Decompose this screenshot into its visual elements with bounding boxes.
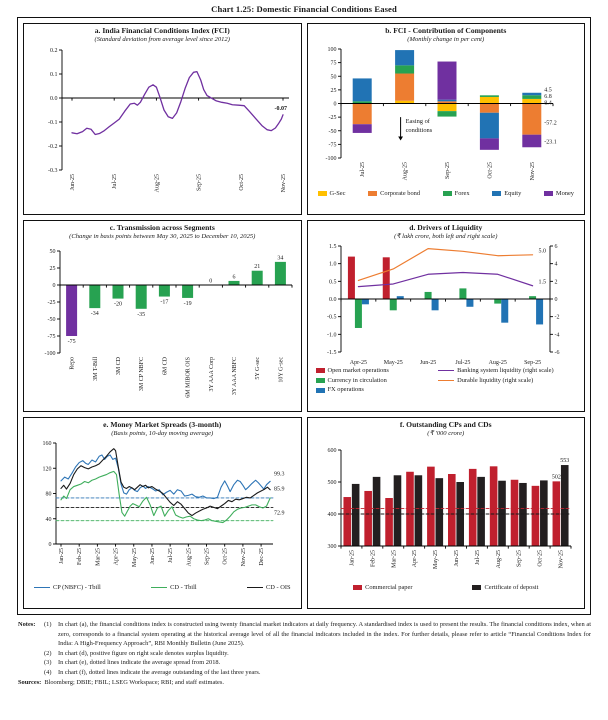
note-number: (4) (44, 669, 52, 677)
chart-f-subtitle: (₹ '000 crore) (427, 429, 465, 437)
note-number: (2) (44, 649, 52, 657)
svg-text:0.0: 0.0 (329, 296, 337, 303)
svg-text:6: 6 (554, 243, 558, 250)
svg-text:1.5: 1.5 (538, 279, 547, 286)
svg-text:Sep-25: Sep-25 (204, 547, 211, 565)
svg-text:25: 25 (49, 265, 56, 272)
charts-board (17, 17, 591, 615)
legend-swatch (438, 370, 454, 371)
svg-text:-100: -100 (325, 155, 337, 162)
panel-f-cps-cds (307, 417, 586, 609)
legend-column (316, 367, 439, 394)
sources-row (18, 678, 591, 688)
chart-d-subtitle: (₹ lakh crore, both left and right scale) (394, 232, 498, 240)
svg-text:4.5: 4.5 (544, 87, 553, 94)
chart-c-subtitle: (Change in basis points between May 30, 2025 to December 10, 2025) (69, 232, 256, 240)
svg-text:21: 21 (253, 264, 260, 271)
legend-swatch (316, 378, 325, 383)
svg-text:5Y G-sec: 5Y G-sec (254, 356, 261, 380)
svg-text:Sep-25: Sep-25 (516, 549, 523, 567)
legend-label: G-Sec (329, 189, 346, 197)
svg-text:6.8: 6.8 (544, 93, 553, 100)
svg-text:Aug-25: Aug-25 (186, 547, 193, 567)
legend-item (247, 584, 291, 592)
note-item (44, 620, 591, 649)
svg-text:100: 100 (327, 46, 337, 53)
svg-text:Sep-25: Sep-25 (196, 173, 203, 191)
chart-b-subtitle: (Monthly change in per cent) (407, 35, 485, 43)
legend-swatch (151, 587, 167, 588)
svg-text:May-25: May-25 (433, 549, 440, 569)
chart-e-legend (26, 584, 299, 592)
svg-text:-4: -4 (554, 332, 560, 339)
svg-text:-0.5: -0.5 (327, 314, 337, 321)
svg-text:1.5: 1.5 (329, 243, 337, 250)
svg-text:Aug-25: Aug-25 (488, 359, 508, 366)
svg-text:Oct-25: Oct-25 (238, 173, 245, 191)
svg-text:34: 34 (277, 255, 284, 262)
svg-text:Mar-25: Mar-25 (391, 549, 398, 568)
note-text: In chart (a), the financial conditions index is constructed using twenty financial market indicators at daily frequency. A standardised index is used to present the results. The financial conditions index, when at zero, corresponds to a financial system operating at the historical average level of all the financial indicators included in the index. For further details, please refer to article “Financial Conditions Index for India: A High-Frequency Approach”, RBI Monthly Bulletin (June 2025). (58, 621, 591, 648)
svg-text:May-25: May-25 (131, 547, 138, 567)
chart-b-plot (326, 47, 557, 180)
chart-a-subtitle: (Standard deviation from average level since 2012) (94, 35, 230, 43)
svg-text:3M CP NBFC: 3M CP NBFC (138, 356, 145, 392)
svg-text:-23.1: -23.1 (544, 139, 558, 146)
svg-text:0: 0 (554, 296, 558, 303)
chart-a-plot (48, 48, 289, 192)
legend-swatch (438, 380, 454, 381)
legend-label: CD - Tbill (170, 583, 197, 591)
svg-text:-6: -6 (554, 349, 560, 356)
legend-column (438, 367, 582, 384)
svg-text:80: 80 (45, 491, 52, 498)
legend-item (438, 377, 582, 385)
svg-text:0.0: 0.0 (49, 95, 58, 102)
svg-text:6M CD: 6M CD (162, 356, 169, 376)
legend-label: Durable liquidity (right scale) (457, 376, 534, 384)
svg-text:Oct-25: Oct-25 (537, 549, 544, 567)
legend-swatch (318, 191, 327, 196)
chart-e-canvas (28, 438, 297, 584)
svg-text:Jul-25: Jul-25 (360, 161, 367, 177)
svg-text:Nov-25: Nov-25 (558, 549, 565, 569)
legend-label: CD - OIS (266, 583, 291, 591)
legend-swatch (472, 585, 481, 590)
svg-text:0: 0 (209, 278, 213, 285)
svg-text:Aug-25: Aug-25 (496, 549, 503, 569)
svg-text:Jun-25: Jun-25 (454, 549, 461, 567)
svg-text:10Y G-sec: 10Y G-sec (278, 356, 285, 383)
chart-d-title: d. Drivers of Liquidity (409, 223, 483, 232)
svg-text:Nov-25: Nov-25 (530, 161, 537, 181)
legend-item (34, 584, 101, 592)
svg-text:-25: -25 (47, 299, 56, 306)
legend-label: Equity (504, 189, 522, 197)
svg-text:Jul-25: Jul-25 (167, 547, 174, 563)
chart-f-legend (310, 584, 583, 592)
chart-b-title: b. FCI - Contribution of Components (385, 26, 507, 35)
legend-item (318, 190, 346, 198)
chart-d-legend (310, 367, 583, 394)
svg-text:Jan-25: Jan-25 (58, 547, 65, 564)
legend-swatch (316, 388, 325, 393)
legend-swatch (247, 587, 263, 588)
legend-item (438, 367, 582, 375)
notes-items (44, 620, 591, 678)
legend-swatch (353, 585, 362, 590)
note-text: In chart (e), dotted lines indicate the average spread from 2018. (58, 659, 221, 667)
svg-text:-100: -100 (44, 350, 56, 357)
chart-f-canvas (311, 438, 580, 584)
legend-swatch (443, 191, 452, 196)
svg-text:Oct-25: Oct-25 (222, 547, 229, 565)
svg-text:Jun-25: Jun-25 (69, 173, 76, 191)
legend-label: FX operations (327, 386, 364, 394)
chart-e-plot (42, 441, 284, 567)
legend-item (316, 386, 439, 394)
chart-b-canvas (311, 44, 580, 190)
note-text: In chart (d), positive figure on right scale denotes surplus liquidity. (58, 649, 229, 657)
legend-item (443, 190, 470, 198)
legend-swatch (34, 587, 50, 588)
svg-text:Apr-25: Apr-25 (113, 547, 120, 566)
svg-text:85.9: 85.9 (273, 486, 285, 493)
svg-text:Nov-25: Nov-25 (240, 547, 247, 567)
svg-text:Jun-25: Jun-25 (149, 547, 156, 565)
svg-text:Aug-25: Aug-25 (402, 161, 409, 181)
note-text: In chart (f), dotted lines indicate the average outstanding of the last three years. (58, 669, 261, 677)
legend-label: Corporate bond (380, 189, 421, 197)
svg-text:Aug-25: Aug-25 (154, 173, 161, 193)
legend-item (472, 584, 538, 592)
legend-label: Forex (454, 189, 470, 197)
svg-text:-2: -2 (554, 314, 560, 321)
svg-text:-75: -75 (67, 338, 76, 345)
svg-text:50: 50 (49, 248, 56, 255)
panel-b-fci-components (307, 23, 586, 215)
svg-text:Sep-25: Sep-25 (445, 161, 452, 179)
note-number: (1) (44, 621, 52, 628)
svg-text:6: 6 (232, 274, 236, 281)
svg-text:Jun-25: Jun-25 (420, 359, 437, 366)
note-item (44, 658, 591, 668)
svg-text:-34: -34 (90, 311, 99, 318)
svg-text:50: 50 (330, 74, 337, 81)
svg-text:Dec-25: Dec-25 (258, 547, 265, 566)
svg-text:-57.2: -57.2 (544, 120, 558, 127)
svg-text:3Y AAA Corp: 3Y AAA Corp (208, 356, 215, 392)
svg-text:Jul-25: Jul-25 (455, 359, 471, 366)
svg-text:8.4: 8.4 (544, 100, 553, 107)
svg-text:0.2: 0.2 (49, 47, 58, 54)
svg-text:0.5: 0.5 (329, 279, 337, 286)
svg-text:502: 502 (552, 474, 562, 481)
svg-text:-75: -75 (47, 333, 56, 340)
chart-e-title: e. Money Market Spreads (3-month) (103, 420, 222, 429)
svg-text:0: 0 (333, 101, 337, 108)
chart-b-legend (310, 190, 583, 198)
svg-text:6M MIBOR OIS: 6M MIBOR OIS (185, 356, 192, 398)
svg-text:-19: -19 (183, 300, 192, 307)
legend-item (151, 584, 197, 592)
svg-text:0: 0 (52, 282, 56, 289)
svg-text:2: 2 (554, 279, 558, 286)
chart-f-plot (328, 448, 572, 569)
chart-f-title: f. Outstanding CPs and CDs (399, 420, 492, 429)
legend-label: Currency in circulation (327, 376, 387, 384)
note-item (44, 668, 591, 678)
legend-item (368, 190, 420, 198)
svg-text:160: 160 (42, 440, 52, 447)
legend-label: Certificate of deposit (484, 583, 539, 591)
svg-text:Sep-25: Sep-25 (524, 359, 542, 366)
svg-text:40: 40 (45, 516, 52, 523)
svg-text:Easing of: Easing of (405, 118, 431, 126)
notes-label: Notes: (18, 621, 36, 628)
svg-text:5.0: 5.0 (538, 248, 547, 255)
svg-text:-0.3: -0.3 (47, 167, 58, 174)
svg-text:Jul-25: Jul-25 (475, 549, 482, 565)
svg-text:3Y AAA NBFC: 3Y AAA NBFC (231, 356, 238, 396)
legend-label: Commercial paper (365, 583, 413, 591)
chart-c-canvas (28, 241, 297, 405)
note-item (44, 649, 591, 659)
chart-a-title: a. India Financial Conditions Index (FCI) (94, 26, 230, 35)
svg-text:1.0: 1.0 (329, 261, 337, 268)
svg-text:3M CD: 3M CD (115, 356, 122, 376)
legend-swatch (544, 191, 553, 196)
legend-item (316, 367, 439, 375)
panel-c-transmission (23, 220, 302, 412)
chart-a-canvas (28, 44, 297, 208)
legend-label: Banking system liquidity (right scale) (457, 366, 554, 374)
svg-text:120: 120 (42, 466, 52, 473)
svg-text:Nov-25: Nov-25 (280, 173, 287, 193)
svg-text:Apr-25: Apr-25 (350, 359, 368, 366)
svg-text:300: 300 (327, 543, 337, 550)
svg-text:4: 4 (554, 261, 558, 268)
chart-d-plot (327, 244, 560, 366)
svg-text:72.9: 72.9 (273, 510, 285, 517)
svg-text:75: 75 (330, 60, 337, 67)
svg-text:400: 400 (327, 511, 337, 518)
svg-text:500: 500 (327, 479, 337, 486)
svg-text:-25: -25 (328, 115, 337, 122)
svg-text:-35: -35 (136, 311, 145, 318)
svg-text:0: 0 (48, 541, 52, 548)
svg-text:-20: -20 (113, 301, 122, 308)
svg-text:Feb-25: Feb-25 (370, 549, 377, 567)
svg-text:Oct-25: Oct-25 (487, 161, 494, 179)
svg-text:-0.1: -0.1 (47, 119, 58, 126)
svg-text:Apr-25: Apr-25 (412, 549, 419, 568)
chart-e-subtitle: (Basis points, 10-day moving average) (111, 429, 214, 437)
legend-label: CP (NBFC) - Tbill (53, 583, 101, 591)
chart-d-canvas (311, 241, 580, 367)
legend-label: Money (555, 189, 574, 197)
note-number: (3) (44, 659, 52, 667)
notes-section (18, 620, 591, 687)
legend-label: Open market operations (327, 366, 389, 374)
page-title: Chart 1.25: Domestic Financial Conditions Eased (211, 4, 397, 14)
svg-text:Repo: Repo (69, 356, 76, 370)
panel-d-liquidity-drivers (307, 220, 586, 412)
sources-text: Bloomberg; DBIE; FBIL; LSEG Workspace; RBI; and staff estimates. (44, 678, 224, 686)
chart-c-plot (44, 249, 292, 398)
svg-text:Jan-25: Jan-25 (349, 549, 356, 566)
svg-text:conditions: conditions (405, 126, 433, 134)
svg-text:99.3: 99.3 (273, 471, 285, 478)
sources-label: Sources: (18, 678, 42, 686)
legend-item (353, 584, 412, 592)
legend-swatch (368, 191, 377, 196)
svg-text:-50: -50 (328, 128, 337, 135)
svg-text:-50: -50 (47, 316, 56, 323)
svg-text:Feb-25: Feb-25 (76, 547, 83, 565)
legend-item (492, 190, 521, 198)
svg-text:-1.5: -1.5 (327, 349, 337, 356)
panel-a-fci-index (23, 23, 302, 215)
svg-text:3M T-Bill: 3M T-Bill (92, 356, 99, 381)
svg-text:-75: -75 (328, 142, 337, 149)
svg-text:553: 553 (560, 458, 570, 465)
legend-item (316, 377, 439, 385)
legend-swatch (492, 191, 501, 196)
svg-text:Mar-25: Mar-25 (95, 547, 102, 566)
svg-text:-1.0: -1.0 (327, 332, 337, 339)
panel-e-money-market-spreads (23, 417, 302, 609)
svg-text:-0.07: -0.07 (274, 105, 287, 112)
svg-text:0.1: 0.1 (49, 71, 58, 78)
svg-text:Jul-25: Jul-25 (111, 173, 118, 189)
legend-item (544, 190, 574, 198)
svg-text:25: 25 (330, 87, 337, 94)
svg-text:600: 600 (327, 447, 337, 454)
svg-text:-17: -17 (160, 299, 169, 306)
svg-text:-0.2: -0.2 (47, 143, 58, 150)
chart-c-title: c. Transmission across Segments (109, 223, 215, 232)
svg-text:May-25: May-25 (384, 359, 403, 366)
legend-swatch (316, 368, 325, 373)
